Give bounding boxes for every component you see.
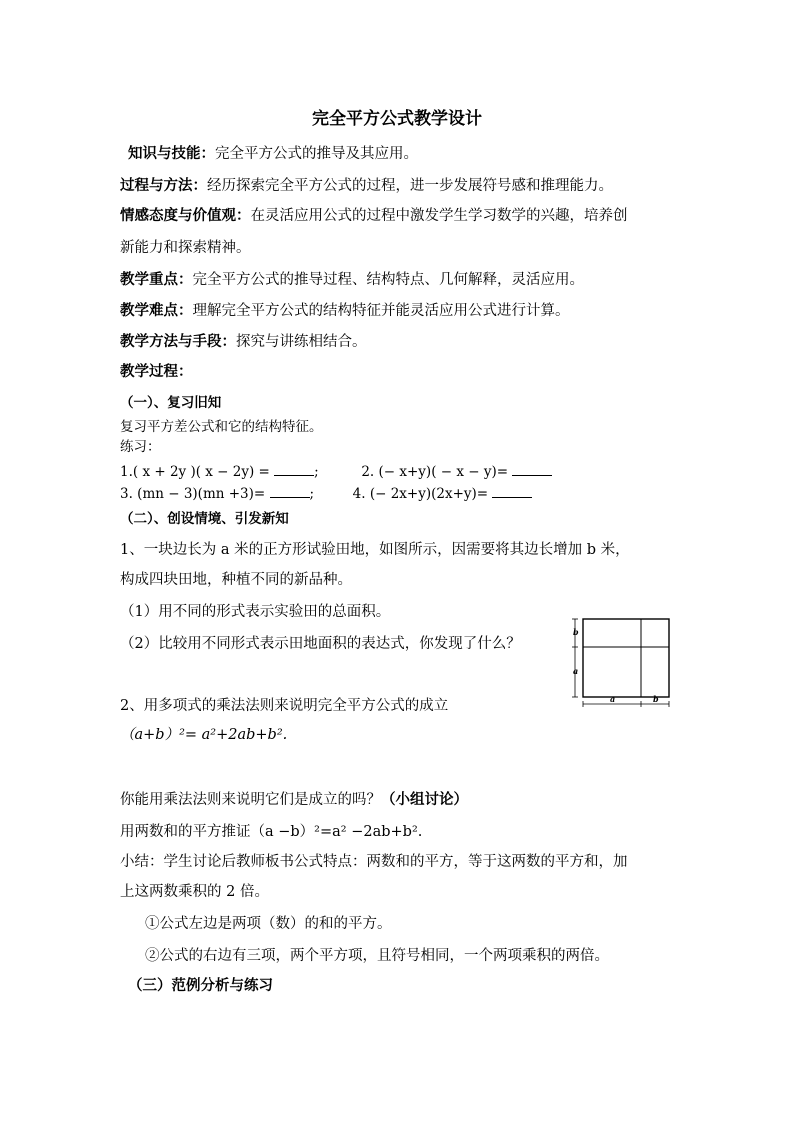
- discussion-tag: （小组讨论）: [381, 791, 468, 808]
- exercise-1-tail: ;: [314, 464, 319, 480]
- problem-2: 2、用多项式的乘法法则来说明完全平方公式的成立: [120, 698, 449, 714]
- exercise-3: 3. (mn − 3)(mn +3)=: [120, 486, 270, 502]
- discussion-line: [120, 790, 468, 810]
- difficulty-text: 理解完全平方公式的结构特征并能灵活应用公式进行计算。: [192, 303, 570, 319]
- page-title: 完全平方公式教学设计: [312, 109, 482, 129]
- left-label-b: b: [573, 627, 579, 637]
- point-2: ②公式的右边有三项，两个平方项，且符号相同，一个两项乘积的两倍。: [145, 948, 609, 964]
- bottom-label-b: b: [653, 694, 659, 704]
- section-3-heading: （三）范例分析与练习: [128, 977, 273, 994]
- emotion-line: [120, 206, 628, 226]
- emotion-label: 情感态度与价值观：: [120, 207, 251, 224]
- problem-1-line-2: 构成四块田地，种植不同的新品种。: [120, 572, 352, 588]
- review-line: 复习平方差公式和它的结构特征。: [120, 419, 323, 435]
- process-method-line: [120, 176, 613, 196]
- formula-difference-square: 用两数和的平方推证（a −b）²=a² −2ab+b².: [120, 824, 423, 840]
- question-1: （1）用不同的形式表示实验田的总面积。: [120, 604, 391, 620]
- exercise-4-blank: [492, 483, 532, 498]
- exercise-row-2: [120, 483, 532, 504]
- exercise-1: 1.( x + 2y )( x − 2y) =: [120, 464, 275, 480]
- methods-label: 教学方法与手段：: [120, 333, 236, 350]
- exercise-3-blank: [270, 483, 310, 498]
- emotion-text: 在灵活应用公式的过程中激发学生学习数学的兴趣，培养创: [250, 208, 628, 224]
- field-outline: [583, 619, 669, 697]
- exercise-4: 4. (− 2x+y)(2x+y)=: [352, 486, 493, 502]
- focus-label: 教学重点：: [120, 271, 193, 288]
- emotion-line-2: 新能力和探索精神。: [120, 240, 251, 256]
- exercise-2-blank: [512, 461, 552, 476]
- methods-text: 探究与讲练相结合。: [236, 334, 367, 350]
- difficulty-line: [120, 301, 570, 321]
- bottom-label-a: a: [610, 694, 616, 704]
- process-label: 教学过程：: [120, 363, 193, 380]
- process-method-text: 经历探索完全平方公式的过程，进一步发展符号感和推理能力。: [207, 178, 613, 194]
- knowledge-label: 知识与技能：: [128, 145, 215, 162]
- left-label-a: a: [573, 666, 579, 676]
- focus-line: [120, 270, 584, 290]
- focus-text: 完全平方公式的推导过程、结构特点、几何解释，灵活应用。: [192, 272, 584, 288]
- square-field-diagram: [566, 612, 672, 712]
- methods-line: [120, 332, 367, 352]
- summary-line-2: 上这两数乘积的 2 倍。: [120, 884, 269, 900]
- practice-label: 练习：: [120, 439, 161, 455]
- knowledge-line: [128, 144, 418, 164]
- problem-1-line-1: 1、一块边长为 a 米的正方形试验田地，如图所示，因需要将其边长增加 b 米，: [120, 542, 630, 558]
- difficulty-label: 教学难点：: [120, 302, 193, 319]
- exercise-1-blank: [274, 461, 314, 476]
- section-1-heading: （一）、复习旧知: [120, 395, 222, 411]
- discussion-question: 你能用乘法法则来说明它们是成立的吗？: [120, 792, 381, 808]
- exercise-3-tail: ;: [309, 486, 315, 502]
- process-method-label: 过程与方法：: [120, 177, 207, 194]
- exercise-row-1: [120, 461, 552, 482]
- exercise-2: 2. (− x+y)( − x − y)=: [361, 464, 513, 480]
- summary-line-1: 小结：学生讨论后教师板书公式特点：两数和的平方，等于这两数的平方和，加: [120, 854, 628, 870]
- knowledge-text: 完全平方公式的推导及其应用。: [215, 146, 418, 162]
- formula-sum-square: （a+b）²= a²+2ab+b².: [120, 727, 288, 743]
- question-2: （2）比较用不同形式表示田地面积的表达式，你发现了什么？: [120, 636, 521, 652]
- section-2-heading: （二）、创设情境、引发新知: [120, 511, 289, 527]
- point-1: ①公式左边是两项（数）的和的平方。: [145, 916, 392, 932]
